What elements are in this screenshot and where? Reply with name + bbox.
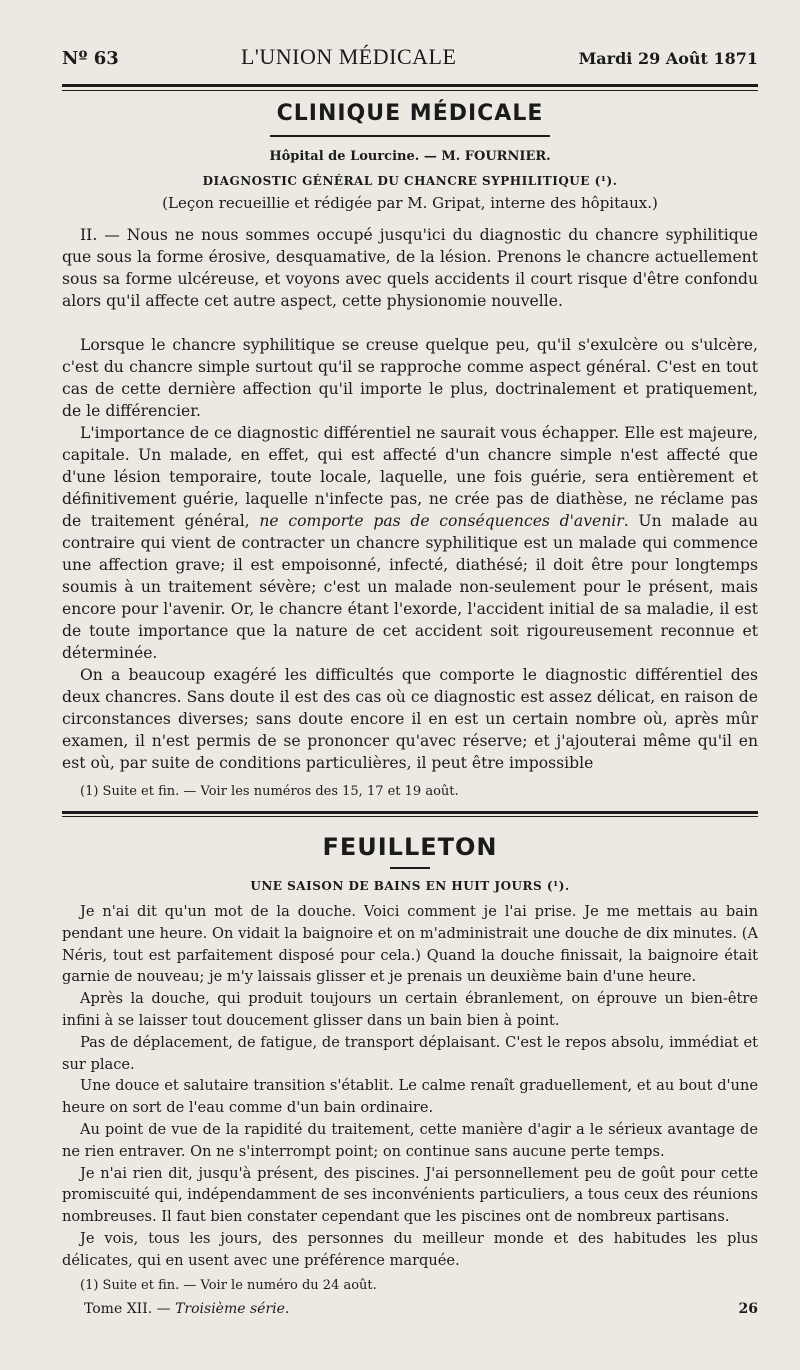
feuilleton-paragraph: Après la douche, qui produit toujours un certain ébranlement, on éprouve un bien-être infini à se laisser tout doucement glisser dans un bain bien à point.: [62, 990, 758, 1029]
feuilleton-paragraph: Au point de vue de la rapidité du traitement, cette manière d'agir a le sérieux avantage de ne rien entraver. On ne s'interrompt point; on continue sans aucune perte temps.: [62, 1120, 758, 1160]
article-paragraph: On a beaucoup exagéré les difficultés que comporte le diagnostic différentiel des deux chancres. Sans doute il est des cas où ce diagnostic est assez délicat, en raison de circonstances diverses; sans doute encore il en est un certain nombre où, après mûr examen, il n'est permis de se prononcer qu'avec réserve; et j'ajouterai même qu'il en est où, par suite de conditions particulières, il peut être impossible: [62, 666, 758, 772]
italic-phrase: ne comporte pas de conséquences d'avenir: [259, 512, 624, 530]
feuilleton-rule: [62, 811, 758, 814]
tome-line: [62, 1301, 289, 1317]
feuilleton-rule-thin: [62, 816, 758, 817]
hospital-line: Hôpital de Lourcine. — M. FOURNIER.: [269, 149, 551, 164]
issue-number: Nº 63: [62, 48, 119, 69]
section-title-clinique: CLINIQUE MÉDICALE: [276, 101, 544, 126]
article-credit: (Leçon recueillie et rédigée par M. Gripat, interne des hôpitaux.): [162, 194, 658, 212]
feuilleton-paragraph: Je vois, tous les jours, des personnes du meilleur monde et des habitudes les plus délicates, qui en usent avec une préférence marquée.: [62, 1229, 758, 1269]
feuilleton-divider: [390, 867, 430, 869]
feuilleton-paragraph: Je n'ai rien dit, jusqu'à présent, des piscines. J'ai personnellement peu de goût pour cette promiscuité qui, indépendamment de ses inconvénients particuliers, a tous ceux des réunions nombreuses. Il faut bien constater cependant que les piscines ont de nombreux partisans.: [62, 1164, 758, 1226]
feuilleton-paragraph: Une douce et salutaire transition s'établit. Le calme renaît graduellement, et au bout d'une heure on sort de l'eau comme d'un bain ordinaire.: [62, 1077, 758, 1117]
paragraph-text: L'importance de ce diagnostic différentiel ne saurait vous échapper. Elle est majeure, capitale. Un malade, en effet, qui est affecté d'un chancre simple n'est affecté que d'une lésion temporaire, toute locale, laquelle, une fois guérie, sera entièrement et définitivement guérie, laquelle n'infecte pas, ne crée pas de diathèse, ne réclame pas de traitement général,: [62, 424, 758, 530]
feuilleton-subtitle: UNE SAISON DE BAINS EN HUIT JOURS (¹).: [250, 879, 570, 893]
article-paragraph: Lorsque le chancre syphilitique se creuse quelque peu, qu'il s'exulcère ou s'ulcère, c'est du chancre simple surtout qu'il se rapproche comme aspect général. C'est en tout cas de cette dernière affection qu'il importe le plus, doctrinalement et pratiquement, de le différencier.: [62, 336, 758, 420]
article-paragraph: [62, 422, 758, 664]
page-footer: [62, 1301, 758, 1317]
paragraph-text: . Un malade au contraire qui vient de contracter un chancre syphilitique est un malade qui commence une affection grave; il est empoisonné, infecté, diathésé; il doit être pour longtemps soumis à un traitement sévère; c'est un malade non-seulement pour le présent, mais encore pour l'avenir. Or, le chancre étant l'exorde, l'accident initial de sa maladie, il est de toute importance que la nature de cet accident soit rigoureusement reconnue et déterminée.: [62, 512, 758, 662]
masthead-rule: [62, 84, 758, 87]
section-divider: [270, 135, 550, 137]
article-paragraph: II. — Nous ne nous sommes occupé jusqu'ici du diagnostic du chancre syphilitique que sous la forme érosive, desquamative, de la lésion. Prenons le chancre actuellement sous sa forme ulcéreuse, et voyons avec quels accidents il court risque d'être confondu alors qu'il affecte cet autre aspect, cette physionomie nouvelle.: [62, 226, 758, 310]
masthead-rule-thin: [62, 90, 758, 91]
feuilleton-paragraph: Je n'ai dit qu'un mot de la douche. Voici comment je l'ai prise. Je me mettais au bain pendant une heure. On vidait la baignoire et on m'administrait une douche de dix minutes. (A Néris, tout est parfaitement disposé pour cela.) Quand la douche finissait, la baignoire était garnie de nouveau; je m'y laissais glisser et je prenais un deuxième bain d'une heure.: [62, 903, 758, 986]
tome-label: Tome XII. —: [84, 1300, 176, 1317]
section-title-feuilleton: FEUILLETON: [322, 833, 498, 861]
feuilleton-paragraph: Pas de déplacement, de fatigue, de transport déplaisant. C'est le repos absolu, immédiat et sur place.: [62, 1033, 758, 1073]
feuilleton-footnote: (1) Suite et fin. — Voir le numéro du 24 août.: [80, 1277, 377, 1293]
article-subtitle: DIAGNOSTIC GÉNÉRAL DU CHANCRE SYPHILITIQUE (¹).: [202, 174, 618, 188]
journal-title: L'UNION MÉDICALE: [240, 44, 457, 69]
page-number: 26: [738, 1300, 758, 1317]
article-footnote: (1) Suite et fin. — Voir les numéros des 15, 17 et 19 août.: [80, 784, 459, 799]
serie-label: Troisième série.: [175, 1300, 290, 1317]
issue-date: Mardi 29 Août 1871: [578, 49, 758, 68]
masthead: [62, 44, 758, 78]
